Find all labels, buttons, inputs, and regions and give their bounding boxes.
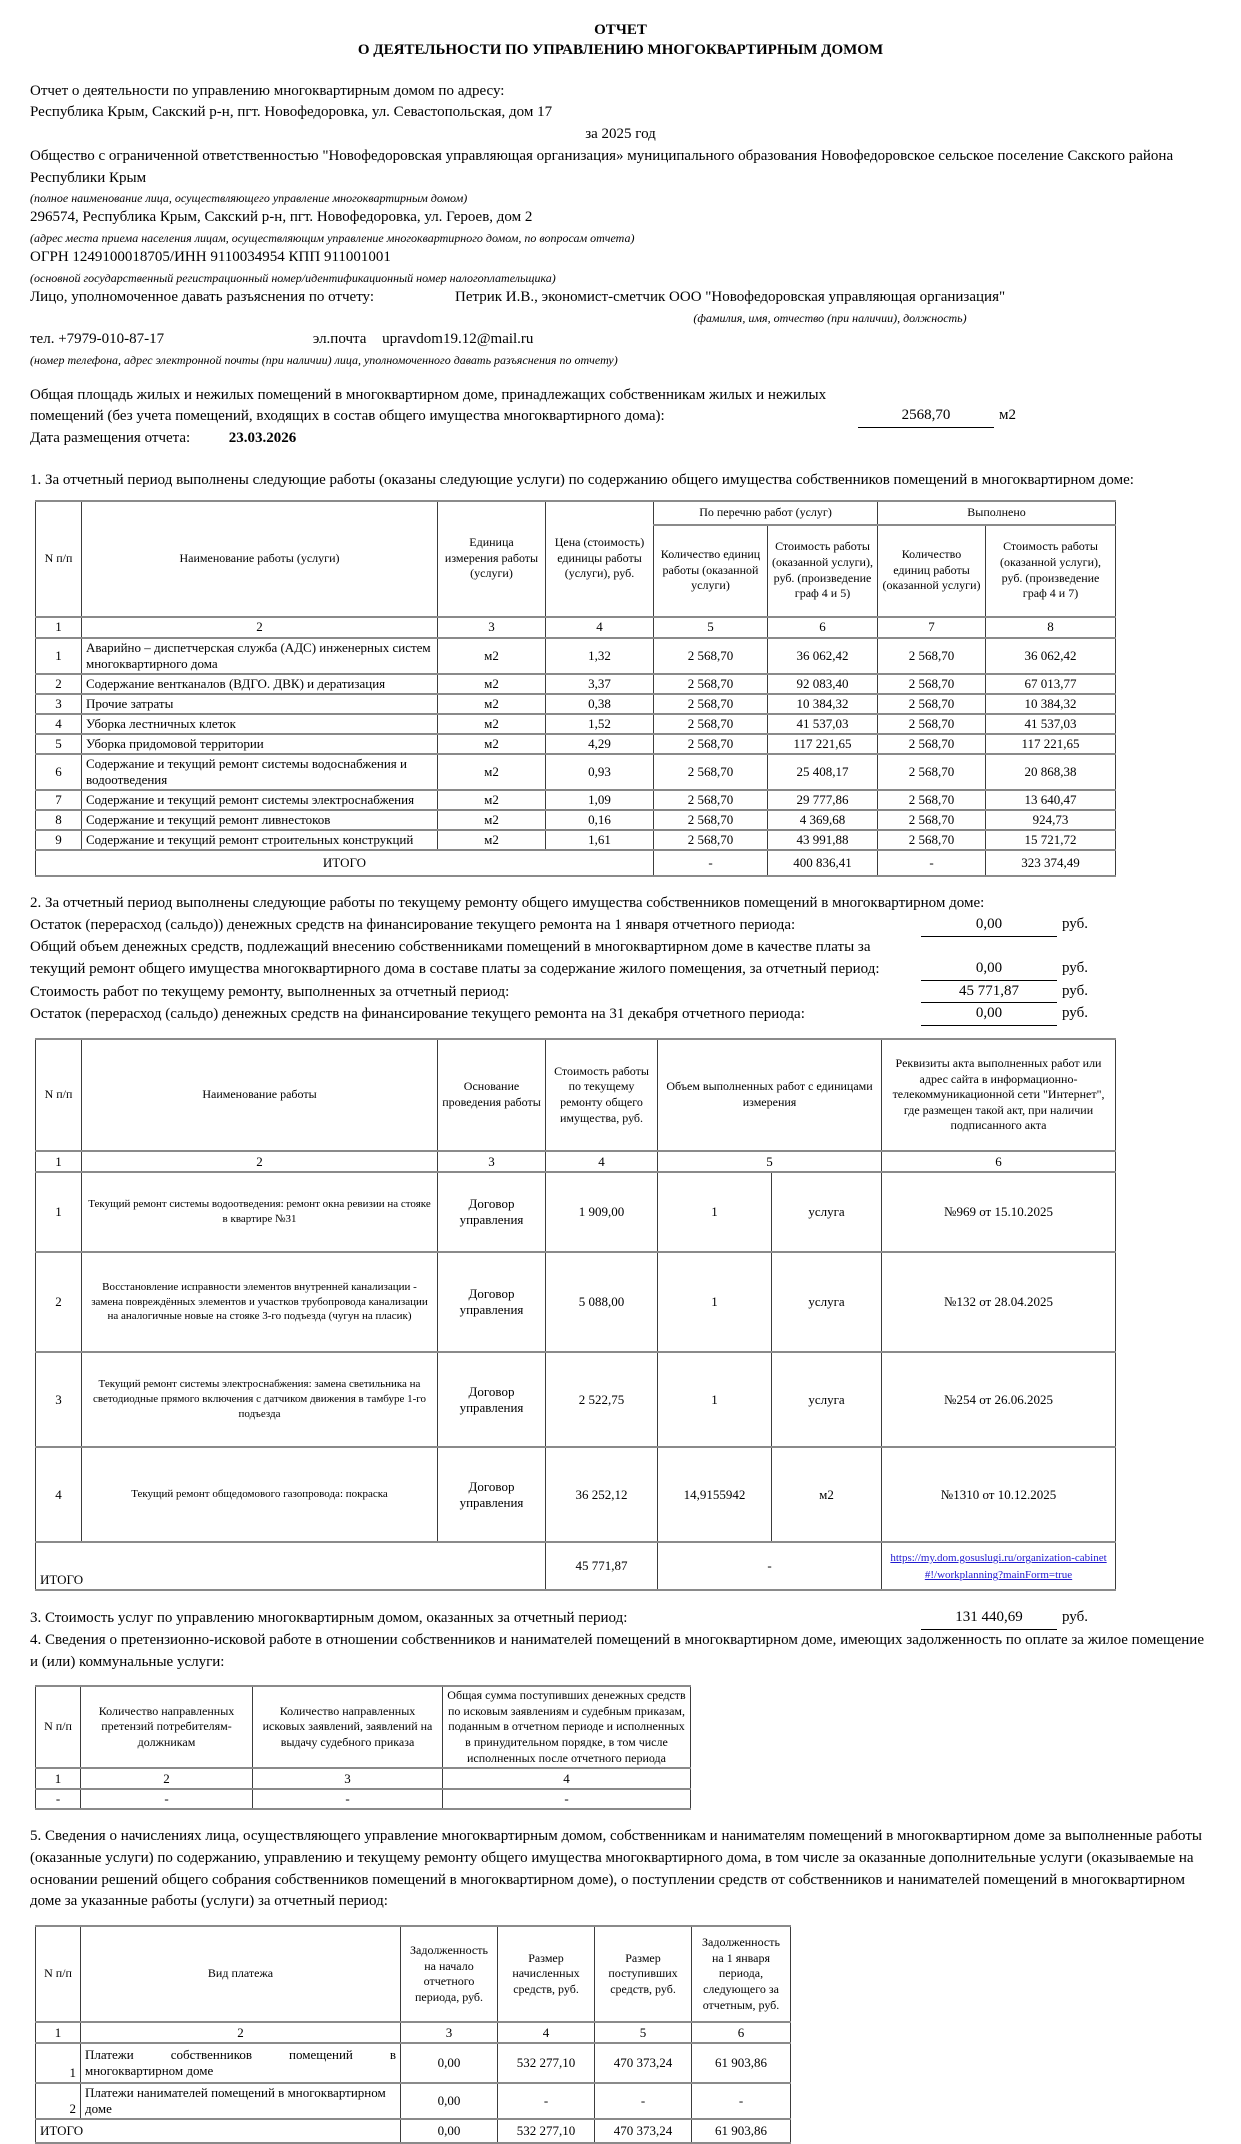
work-unit: м2 [438, 674, 546, 694]
work-price: 0,16 [546, 810, 654, 830]
col-cost: Стоимость работы по текущему ремонту общего имущества, руб. [546, 1039, 658, 1151]
money-row [30, 1003, 1211, 1026]
work-act: №132 от 28.04.2025 [882, 1252, 1116, 1352]
col-claims: Количество направленных претензий потребителям-должникам [81, 1686, 253, 1768]
table-row [36, 1447, 1116, 1542]
claims-table [35, 1685, 691, 1810]
table-row [36, 1172, 1116, 1252]
cost-plan: 43 991,88 [768, 830, 878, 850]
money-value-wrap [921, 1003, 1088, 1026]
debt-start: 0,00 [401, 2083, 498, 2119]
reception-address-caption: (адрес места приема населения лицам, осуществляющим управление многоквартирного домом, по вопросам отчета) [30, 231, 635, 245]
phone-label: тел. [30, 330, 55, 347]
col-num: 8 [986, 617, 1116, 638]
work-cost: 5 088,00 [546, 1252, 658, 1352]
column-number-row [36, 1151, 1116, 1172]
total-cost: 45 771,87 [546, 1542, 658, 1590]
col-num: 7 [878, 617, 986, 638]
work-price: 0,93 [546, 754, 654, 790]
qty-plan: 2 568,70 [654, 734, 768, 754]
row-num: 3 [36, 694, 82, 714]
table-row [36, 790, 1116, 810]
total-accrued: 532 277,10 [498, 2119, 595, 2143]
work-volume-unit: услуга [772, 1352, 882, 1447]
total-debt-end: 61 903,86 [692, 2119, 791, 2143]
money-value: 0,00 [921, 958, 1057, 981]
cost-done: 924,73 [986, 810, 1116, 830]
work-volume-unit: услуга [772, 1172, 882, 1252]
gosuslugi-link[interactable]: https://my.dom.gosuslugi.ru/organization-cabinet#!/workplanning?mainForm=true [890, 1551, 1107, 1581]
money-label: Остаток (перерасход (сальдо)) денежных средств на финансирование текущего ремонта на 1 января отчетного периода: [30, 917, 796, 934]
services-table [35, 500, 1116, 877]
row-num: 1 [36, 1172, 82, 1252]
work-name: Аварийно – диспетчерская служба (АДС) инженерных систем многоквартирного дома [82, 638, 438, 674]
received: 470 373,24 [595, 2043, 692, 2083]
row-num: 2 [36, 2083, 81, 2119]
qty-done: 2 568,70 [878, 638, 986, 674]
authorized-person-row [30, 287, 1211, 309]
repairs-table-header [36, 1039, 1116, 1151]
qty-plan: 2 568,70 [654, 714, 768, 734]
qty-done: 2 568,70 [878, 714, 986, 734]
work-volume-unit: м2 [772, 1447, 882, 1542]
publish-date-value: 23.03.2026 [228, 430, 297, 446]
total-row [36, 850, 1116, 876]
claims-table-header [36, 1686, 691, 1768]
table-row [36, 714, 1116, 734]
col-num: 2 [81, 2022, 401, 2043]
col-num: 3 [438, 1151, 546, 1172]
col-num: 2 [82, 1151, 438, 1172]
qty-done: 2 568,70 [878, 830, 986, 850]
payments-table [35, 1925, 791, 2144]
accrued: 532 277,10 [498, 2043, 595, 2083]
qty-done: 2 568,70 [878, 810, 986, 830]
col-act: Реквизиты акта выполненных работ или адрес сайта в информационно-телекоммуникационной сети "Интернет", где размещен такой акт, при наличии подписанного акта [882, 1039, 1116, 1151]
house-address: Республика Крым, Сакский р-н, пгт. Новофедоровка, ул. Севастопольская, дом 17 [30, 104, 553, 121]
debt-start: 0,00 [401, 2043, 498, 2083]
debt-end: - [692, 2083, 791, 2119]
total-area-label: Общая площадь жилых и нежилых помещений в многоквартирном доме, принадлежащих собственникам жилых и нежилых помещений (без учета помещений, входящих в состав общего имущества многоквартирного дома): [30, 386, 827, 425]
col-npp: N п/п [36, 1926, 81, 2022]
ogrn-inn-kpp: ОГРН 1249100018705/ИНН 9110034954 КПП 911001001 [30, 249, 391, 265]
col-debt-start: Задолженность на начало отчетного периода, руб. [401, 1926, 498, 2022]
work-price: 0,38 [546, 694, 654, 714]
cost-plan: 10 384,32 [768, 694, 878, 714]
col-volume: Объем выполненных работ с единицами измерения [658, 1039, 882, 1151]
money-unit: руб. [1062, 982, 1088, 999]
row-num: 1 [36, 638, 82, 674]
payment-type: Платежи нанимателей помещений в многоквартирном доме [81, 2083, 401, 2119]
authorized-person-label: Лицо, уполномоченное давать разъяснения по отчету: [30, 288, 375, 305]
qty-plan: 2 568,70 [654, 830, 768, 850]
col-num: 5 [595, 2022, 692, 2043]
row-num: 4 [36, 1447, 82, 1542]
table-row [36, 694, 1116, 714]
col-num: 1 [36, 2022, 81, 2043]
section1-heading: 1. За отчетный период выполнены следующие работы (оказаны следующие услуги) по содержанию общего имущества собственников помещений в многоквартирном доме: [30, 471, 1134, 488]
work-unit: м2 [438, 638, 546, 674]
ogrn-caption: (основной государственный регистрационный номер/идентификационный номер налогоплательщика) [30, 270, 556, 285]
work-unit: м2 [438, 694, 546, 714]
qty-done: 2 568,70 [878, 734, 986, 754]
work-name: Прочие затраты [82, 694, 438, 714]
col-npp: N п/п [36, 1039, 82, 1151]
col-qty-done: Количество единиц работы (оказанной услуги) [878, 525, 986, 617]
work-act: №969 от 15.10.2025 [882, 1172, 1116, 1252]
group-done: Выполнено [878, 501, 1116, 525]
total-area-row [30, 385, 1211, 429]
row-num: 2 [36, 674, 82, 694]
row-num: 9 [36, 830, 82, 850]
received-sum: - [443, 1789, 691, 1809]
work-name: Содержание и текущий ремонт системы водоснабжения и водоотведения [82, 754, 438, 790]
work-volume: 1 [658, 1352, 772, 1447]
work-name: Текущий ремонт системы электроснабжения: замена светильника на светодиодные прямого включения с датчиком движения в тамбуре 1-го подъезда [82, 1352, 438, 1447]
authorized-person-value: Петрик И.В., экономист-сметчик ООО "Новофедоровская управляющая организация" [455, 288, 1006, 305]
col-unit: Единица измерения работы (услуги) [438, 501, 546, 617]
work-act: №254 от 26.06.2025 [882, 1352, 1116, 1447]
cost-done: 15 721,72 [986, 830, 1116, 850]
payment-type: Платежи собственников помещений в многоквартирном доме [81, 2043, 401, 2083]
qty-plan: 2 568,70 [654, 790, 768, 810]
col-num: 6 [882, 1151, 1116, 1172]
org-name: Общество с ограниченной ответственностью "Новофедоровская управляющая организация» муниципального образования Новофедоровское сельское поселение Сакского района Республики Крым [30, 147, 1174, 186]
work-cost: 1 909,00 [546, 1172, 658, 1252]
col-basis: Основание проведения работы [438, 1039, 546, 1151]
work-price: 1,09 [546, 790, 654, 810]
money-label: Общий объем денежных средств, подлежащий внесению собственниками помещений в многоквартирном доме в качестве платы за текущий ремонт общего имущества многоквартирного дома в составе платы за содержание жилого помещения, за отчетный период: [30, 939, 880, 977]
cost-plan: 4 369,68 [768, 810, 878, 830]
work-name: Восстановление исправности элементов внутренней канализации - замена повреждённых элементов и участков трубопровода канализации на аналогичные новые на стояке 3-го подъезда (чугун на пласик) [82, 1252, 438, 1352]
work-name: Уборка придомовой территории [82, 734, 438, 754]
row-num: 1 [36, 2043, 81, 2083]
work-act: №1310 от 10.12.2025 [882, 1447, 1116, 1542]
total-received: 470 373,24 [595, 2119, 692, 2143]
col-num: 3 [401, 2022, 498, 2043]
money-row [30, 937, 1211, 981]
cost-done: 10 384,32 [986, 694, 1116, 714]
suits-count: - [253, 1789, 443, 1809]
work-unit: м2 [438, 754, 546, 790]
col-payment-type: Вид платежа [81, 1926, 401, 2022]
money-unit: руб. [1062, 916, 1088, 933]
services-table-group-header [36, 501, 1116, 525]
col-npp: N п/п [36, 501, 82, 617]
cost-done: 41 537,03 [986, 714, 1116, 734]
col-num: 3 [438, 617, 546, 638]
row-num: 3 [36, 1352, 82, 1447]
col-work-name: Наименование работы (услуги) [82, 501, 438, 617]
work-basis: Договор управления [438, 1447, 546, 1542]
accrued: - [498, 2083, 595, 2119]
work-name: Содержание вентканалов (ВДГО. ДВК) и дератизация [82, 674, 438, 694]
col-num: 3 [253, 1768, 443, 1789]
intro-line: Отчет о деятельности по управлению многоквартирным домом по адресу: [30, 82, 505, 99]
row-num: 4 [36, 714, 82, 734]
cost-plan: 117 221,65 [768, 734, 878, 754]
cost-plan: 36 062,42 [768, 638, 878, 674]
qty-done: 2 568,70 [878, 674, 986, 694]
work-unit: м2 [438, 734, 546, 754]
table-row [36, 754, 1116, 790]
work-cost: 36 252,12 [546, 1447, 658, 1542]
work-unit: м2 [438, 830, 546, 850]
row-num: 6 [36, 754, 82, 790]
qty-done: 2 568,70 [878, 754, 986, 790]
cost-done: 67 013,77 [986, 674, 1116, 694]
col-num: 4 [546, 1151, 658, 1172]
contact-caption: (номер телефона, адрес электронной почты (при наличии) лица, уполномоченного давать разъяснения по отчету) [30, 352, 618, 367]
table-row [36, 810, 1116, 830]
col-num: 2 [82, 617, 438, 638]
money-value: 0,00 [921, 1003, 1057, 1026]
qty-done: 2 568,70 [878, 790, 986, 810]
column-number-row [36, 617, 1116, 638]
debt-end: 61 903,86 [692, 2043, 791, 2083]
cost-done: 20 868,38 [986, 754, 1116, 790]
table-row [36, 674, 1116, 694]
reception-address: 296574, Республика Крым, Сакский р-н, пгт. Новофедоровка, ул. Героев, дом 2 [30, 209, 533, 226]
qty-plan: 2 568,70 [654, 674, 768, 694]
total-volume: - [658, 1542, 882, 1590]
total-area-value-wrap [858, 405, 1016, 428]
work-name: Текущий ремонт общедомового газопровода: покраска [82, 1447, 438, 1542]
payments-table-header [36, 1926, 791, 2022]
report-title: ОТЧЕТ [594, 22, 647, 38]
row-num: 8 [36, 810, 82, 830]
qty-plan: 2 568,70 [654, 810, 768, 830]
work-name: Содержание и текущий ремонт системы электроснабжения [82, 790, 438, 810]
total-qty-plan: - [654, 850, 768, 876]
total-label: ИТОГО [36, 1542, 546, 1590]
money-row [30, 914, 1211, 937]
col-work-name: Наименование работы [82, 1039, 438, 1151]
col-cost-plan: Стоимость работы (оказанной услуги), руб. (произведение граф 4 и 5) [768, 525, 878, 617]
work-name: Уборка лестничных клеток [82, 714, 438, 734]
work-unit: м2 [438, 714, 546, 734]
repairs-table [35, 1038, 1116, 1591]
work-volume: 14,9155942 [658, 1447, 772, 1542]
total-debt-start: 0,00 [401, 2119, 498, 2143]
claims-npp: - [36, 1789, 81, 1809]
work-basis: Договор управления [438, 1252, 546, 1352]
management-cost-unit: руб. [1062, 1609, 1088, 1625]
col-num: 6 [768, 617, 878, 638]
table-row [36, 1252, 1116, 1352]
total-label: ИТОГО [36, 2119, 401, 2143]
table-row [36, 734, 1116, 754]
work-name: Содержание и текущий ремонт строительных конструкций [82, 830, 438, 850]
col-npp: N п/п [36, 1686, 81, 1768]
col-num: 1 [36, 1768, 81, 1789]
section2-heading: 2. За отчетный период выполнены следующие работы по текущему ремонту общего имущества собственников помещений в многоквартирном доме: [30, 894, 985, 911]
work-basis: Договор управления [438, 1352, 546, 1447]
act-link-cell [882, 1542, 1116, 1590]
cost-done: 117 221,65 [986, 734, 1116, 754]
work-price: 1,61 [546, 830, 654, 850]
total-row [36, 1542, 1116, 1590]
row-num: 5 [36, 734, 82, 754]
total-qty-done: - [878, 850, 986, 876]
qty-plan: 2 568,70 [654, 638, 768, 674]
col-num: 4 [498, 2022, 595, 2043]
total-label: ИТОГО [36, 850, 654, 876]
report-year: за 2025 год [585, 126, 656, 142]
management-cost-row [30, 1607, 1211, 1630]
cost-plan: 29 777,86 [768, 790, 878, 810]
cost-plan: 92 083,40 [768, 674, 878, 694]
total-area-value: 2568,70 [858, 405, 994, 428]
money-value-wrap [921, 958, 1088, 981]
column-number-row [36, 2022, 791, 2043]
cost-plan: 41 537,03 [768, 714, 878, 734]
work-price: 1,52 [546, 714, 654, 734]
total-cost-plan: 400 836,41 [768, 850, 878, 876]
section5-heading: 5. Сведения о начислениях лица, осуществляющего управление многоквартирным домом, собственникам и нанимателям помещений в многоквартирном доме за выполненные работы (оказанные услуги) по содержанию, управлению и текущему ремонту общего имущества многоквартирного дома, в том числе за оказанные дополнительные услуги (оказываемые на основании решений общего собрания собственников помещений в многоквартирном доме), о поступлении средств от собственников и нанимателей помещений в многоквартирном доме за указанные работы (услуги) за отчетный период: [30, 1828, 1202, 1910]
cost-done: 36 062,42 [986, 638, 1116, 674]
total-cost-done: 323 374,49 [986, 850, 1116, 876]
management-cost-wrap [921, 1607, 1088, 1630]
table-row [36, 1789, 691, 1809]
qty-plan: 2 568,70 [654, 754, 768, 790]
work-name: Содержание и текущий ремонт ливнестоков [82, 810, 438, 830]
col-price: Цена (стоимость) единицы работы (услуги), руб. [546, 501, 654, 617]
col-num: 5 [658, 1151, 882, 1172]
work-cost: 2 522,75 [546, 1352, 658, 1447]
work-price: 1,32 [546, 638, 654, 674]
report-subtitle: О ДЕЯТЕЛЬНОСТИ ПО УПРАВЛЕНИЮ МНОГОКВАРТИРНЫМ ДОМОМ [357, 42, 884, 59]
col-accrued: Размер начисленных средств, руб. [498, 1926, 595, 2022]
money-value: 45 771,87 [921, 981, 1057, 1004]
table-row [36, 1352, 1116, 1447]
table-row [36, 638, 1116, 674]
work-volume: 1 [658, 1252, 772, 1352]
money-unit: руб. [1062, 959, 1088, 976]
work-price: 4,29 [546, 734, 654, 754]
money-row [30, 981, 1211, 1004]
money-value: 0,00 [921, 914, 1057, 937]
col-num: 5 [654, 617, 768, 638]
col-sum: Общая сумма поступивших денежных средств по исковым заявлениям и судебным приказам, поданным в отчетном периоде и исполненных в принудительном порядке, в том числе исполненных после отчетного периода [443, 1686, 691, 1768]
qty-done: 2 568,70 [878, 694, 986, 714]
cost-done: 13 640,47 [986, 790, 1116, 810]
money-label: Остаток (перерасход (сальдо) денежных средств на финансирование текущего ремонта на 31 декабря отчетного периода: [30, 1006, 805, 1023]
publish-date-row [30, 428, 1211, 450]
table-row [36, 830, 1116, 850]
column-number-row [36, 1768, 691, 1789]
col-num: 4 [546, 617, 654, 638]
section4-heading: 4. Сведения о претензионно-исковой работе в отношении собственников и нанимателей помещений в многоквартирном доме, имеющих задолженность по оплате за жилое помещение и (или) коммунальные услуги: [30, 1631, 1204, 1670]
row-num: 2 [36, 1252, 82, 1352]
phone-value: +7979-010-87-17 [58, 330, 165, 347]
money-value-wrap [921, 914, 1088, 937]
work-volume: 1 [658, 1172, 772, 1252]
work-unit: м2 [438, 810, 546, 830]
claims-count: - [81, 1789, 253, 1809]
work-name: Текущий ремонт системы водоотведения: ремонт окна ревизии на стояке в квартире №31 [82, 1172, 438, 1252]
money-value-wrap [921, 981, 1088, 1004]
contact-row [30, 327, 1211, 351]
total-row [36, 2119, 791, 2143]
row-num: 7 [36, 790, 82, 810]
col-qty-plan: Количество единиц работы (оказанной услуги) [654, 525, 768, 617]
table-row [36, 2083, 791, 2119]
org-name-caption: (полное наименование лица, осуществляющего управление многоквартирным домом) [30, 191, 468, 206]
col-num: 4 [443, 1768, 691, 1789]
work-volume-unit: услуга [772, 1252, 882, 1352]
email-value: upravdom19.12@mail.ru [382, 330, 534, 347]
col-received: Размер поступивших средств, руб. [595, 1926, 692, 2022]
col-debt-end: Задолженность на 1 января периода, следующего за отчетным, руб. [692, 1926, 791, 2022]
publish-date-label: Дата размещения отчета: [30, 430, 191, 446]
col-cost-done: Стоимость работы (оказанной услуги), руб. (произведение граф 4 и 7) [986, 525, 1116, 617]
work-unit: м2 [438, 790, 546, 810]
total-area-unit: м2 [999, 407, 1016, 424]
col-num: 1 [36, 1151, 82, 1172]
management-cost-label: 3. Стоимость услуг по управлению многоквартирным домом, оказанных за отчетный период: [30, 1610, 628, 1626]
person-caption: (фамилия, имя, отчество (при наличии), должность) [693, 310, 967, 325]
table-row [36, 2043, 791, 2083]
col-suits: Количество направленных исковых заявлений, заявлений на выдачу судебного приказа [253, 1686, 443, 1768]
group-by-list: По перечню работ (услуг) [654, 501, 878, 525]
col-num: 2 [81, 1768, 253, 1789]
col-num: 1 [36, 617, 82, 638]
email-label: эл.почта [312, 330, 367, 347]
money-unit: руб. [1062, 1005, 1088, 1022]
received: - [595, 2083, 692, 2119]
management-cost-value: 131 440,69 [921, 1607, 1057, 1630]
work-price: 3,37 [546, 674, 654, 694]
col-num: 6 [692, 2022, 791, 2043]
cost-plan: 25 408,17 [768, 754, 878, 790]
qty-plan: 2 568,70 [654, 694, 768, 714]
work-basis: Договор управления [438, 1172, 546, 1252]
money-label: Стоимость работ по текущему ремонту, выполненных за отчетный период: [30, 983, 510, 1000]
